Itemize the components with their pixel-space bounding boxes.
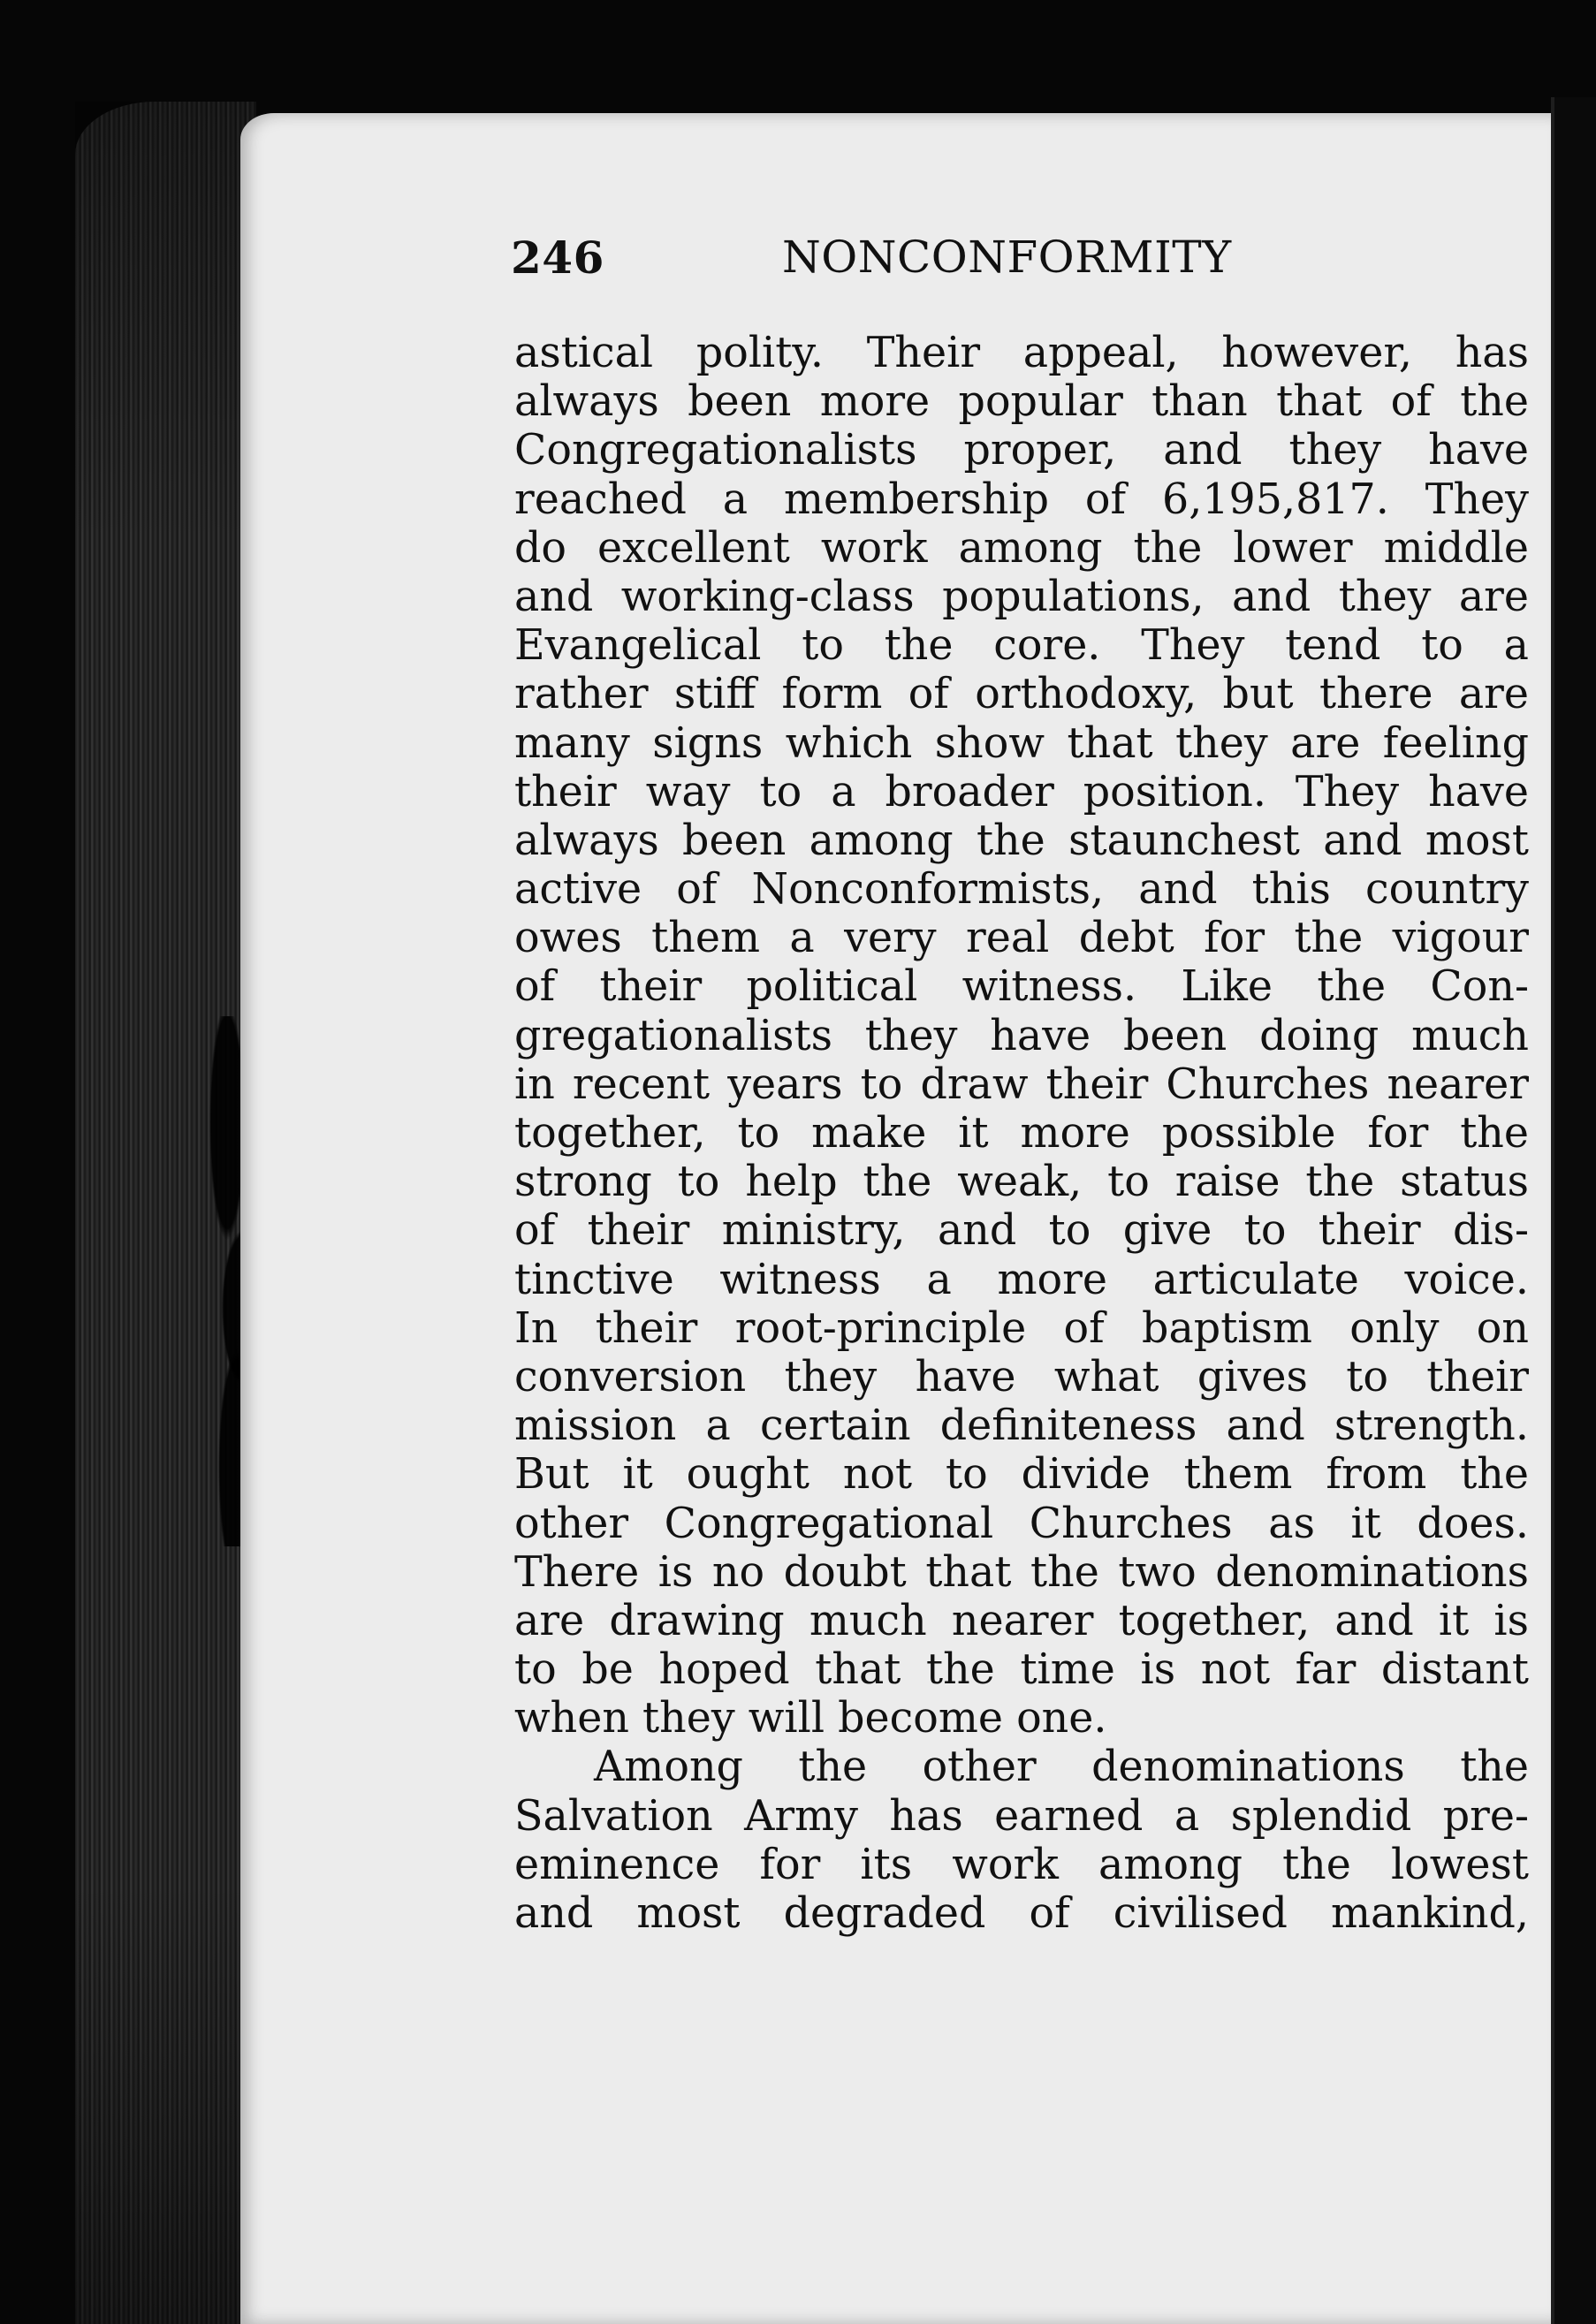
text-line: Congregationalists proper, and they have (514, 426, 1529, 475)
text-line: do excellent work among the lower middle (514, 523, 1529, 573)
text-line: rather stiff form of orthodoxy, but there are (514, 670, 1529, 719)
text-line: active of Nonconformists, and this country (514, 865, 1529, 915)
text-line: conversion they have what gives to their (514, 1352, 1529, 1401)
text-line: mission a certain definiteness and strength. (514, 1401, 1529, 1451)
text-line: gregationalists they have been doing much (514, 1011, 1529, 1060)
text-line: other Congregational Churches as it does. (514, 1499, 1529, 1548)
facing-page-edge (1551, 97, 1596, 2324)
text-line: when they will become one. (514, 1694, 1107, 1743)
text-line: tinctive witness a more articulate voice. (514, 1255, 1529, 1304)
text-line: astical polity. Their appeal, however, has (514, 329, 1529, 377)
text-line: always been more popular than that of the (514, 377, 1529, 427)
page-number: 246 (511, 232, 604, 284)
text-line: and working-class populations, and they are (514, 572, 1529, 621)
text-line: But it ought not to divide them from the (514, 1450, 1529, 1500)
text-line: Salvation Army has earned a splendid pre- (514, 1791, 1529, 1841)
text-line: many signs which show that they are feeling (514, 718, 1529, 768)
running-head (511, 232, 1244, 293)
text-line: Evangelical to the core. They tend to a (514, 621, 1529, 671)
text-line: There is no doubt that the two denominations (514, 1547, 1529, 1597)
text-line: owes them a very real debt for the vigour (514, 914, 1529, 963)
paragraph-first-line: Among the other denominations the (594, 1743, 1529, 1792)
text-line: of their ministry, and to give to their dis- (514, 1206, 1529, 1256)
text-line: eminence for its work among the lowest (514, 1840, 1529, 1889)
text-line: are drawing much nearer together, and it is (514, 1596, 1529, 1645)
body-text (514, 329, 1529, 1938)
running-head-title: NONCONFORMITY (782, 232, 1232, 283)
text-line: and most degraded of civilised mankind, (514, 1889, 1529, 1938)
text-line: reached a membership of 6,195,817. They (514, 475, 1529, 524)
text-line: always been among the staunchest and most (514, 816, 1529, 865)
text-line: to be hoped that the time is not far distant (514, 1645, 1529, 1695)
text-line: of their political witness. Like the Con- (514, 962, 1529, 1012)
text-line: In their root-principle of baptism only on (514, 1303, 1529, 1353)
text-line: in recent years to draw their Churches nearer (514, 1059, 1529, 1109)
text-line: their way to a broader position. They have (514, 767, 1529, 816)
text-line: together, to make it more possible for the (514, 1109, 1529, 1158)
text-line: strong to help the weak, to raise the status (514, 1158, 1529, 1207)
